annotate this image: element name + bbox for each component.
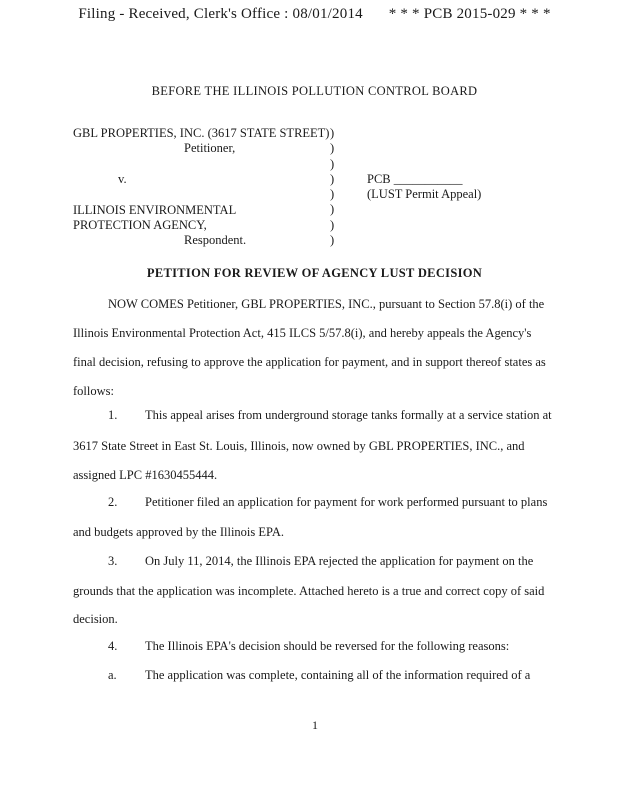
subparagraph-letter: a. — [108, 668, 117, 682]
paragraph-number: 1. — [108, 408, 118, 422]
page-number: 1 — [312, 718, 318, 732]
caption-parentheses: ) ) ) ) ) ) ) ) — [330, 126, 335, 248]
intro-line: Illinois Environmental Protection Act, 415 ILCS 5/57.8(i), and hereby appeals the Agency's — [73, 326, 532, 340]
board-heading: BEFORE THE ILLINOIS POLLUTION CONTROL BOARD — [151, 84, 478, 98]
paragraph-line: assigned LPC #1630455444. — [73, 468, 218, 482]
paragraph-line: 3617 State Street in East St. Louis, Illinois, now owned by GBL PROPERTIES, INC., and — [73, 439, 525, 453]
respondent-name-line2: PROTECTION AGENCY, — [73, 218, 207, 232]
respondent-role: Respondent. — [184, 233, 247, 247]
paragraph-number: 2. — [108, 495, 118, 509]
intro-line: NOW COMES Petitioner, GBL PROPERTIES, INC., pursuant to Section 57.8(i) of the — [108, 297, 545, 311]
respondent-name-line1: ILLINOIS ENVIRONMENTAL — [73, 203, 237, 217]
paragraph-line: The application was complete, containing all of the information required of a — [145, 668, 531, 682]
intro-line: follows: — [73, 384, 114, 398]
paragraph-line: The Illinois EPA's decision should be reversed for the following reasons: — [145, 639, 510, 653]
filing-header — [0, 6, 629, 23]
paragraph-line: Petitioner filed an application for payment for work performed pursuant to plans — [145, 495, 548, 509]
paragraph-line: decision. — [73, 612, 118, 626]
pcb-number-blank: PCB ___________ — [367, 172, 463, 186]
paragraph-number: 4. — [108, 639, 118, 653]
petitioner-name: GBL PROPERTIES, INC. (3617 STATE STREET) — [73, 126, 330, 140]
paragraph-line: On July 11, 2014, the Illinois EPA rejected the application for payment on the — [145, 554, 534, 568]
paragraph-line: This appeal arises from underground storage tanks formally at a service station at — [145, 408, 552, 422]
intro-line: final decision, refusing to approve the application for payment, and in support thereof states as — [73, 355, 546, 369]
paragraph-line: and budgets approved by the Illinois EPA. — [73, 525, 284, 539]
versus-label: v. — [118, 172, 127, 186]
filing-received-stamp: Filing - Received, Clerk's Office : 08/01/2014 — [78, 6, 363, 22]
petition-title: PETITION FOR REVIEW OF AGENCY LUST DECISION — [146, 266, 483, 280]
paragraph-line: grounds that the application was incomplete. Attached hereto is a true and correct copy of said — [73, 584, 545, 598]
appeal-type: (LUST Permit Appeal) — [367, 187, 482, 201]
pcb-docket-stamp: * * * PCB 2015-029 * * * — [388, 6, 551, 22]
paragraph-number: 3. — [108, 554, 118, 568]
petitioner-role: Petitioner, — [184, 141, 236, 155]
